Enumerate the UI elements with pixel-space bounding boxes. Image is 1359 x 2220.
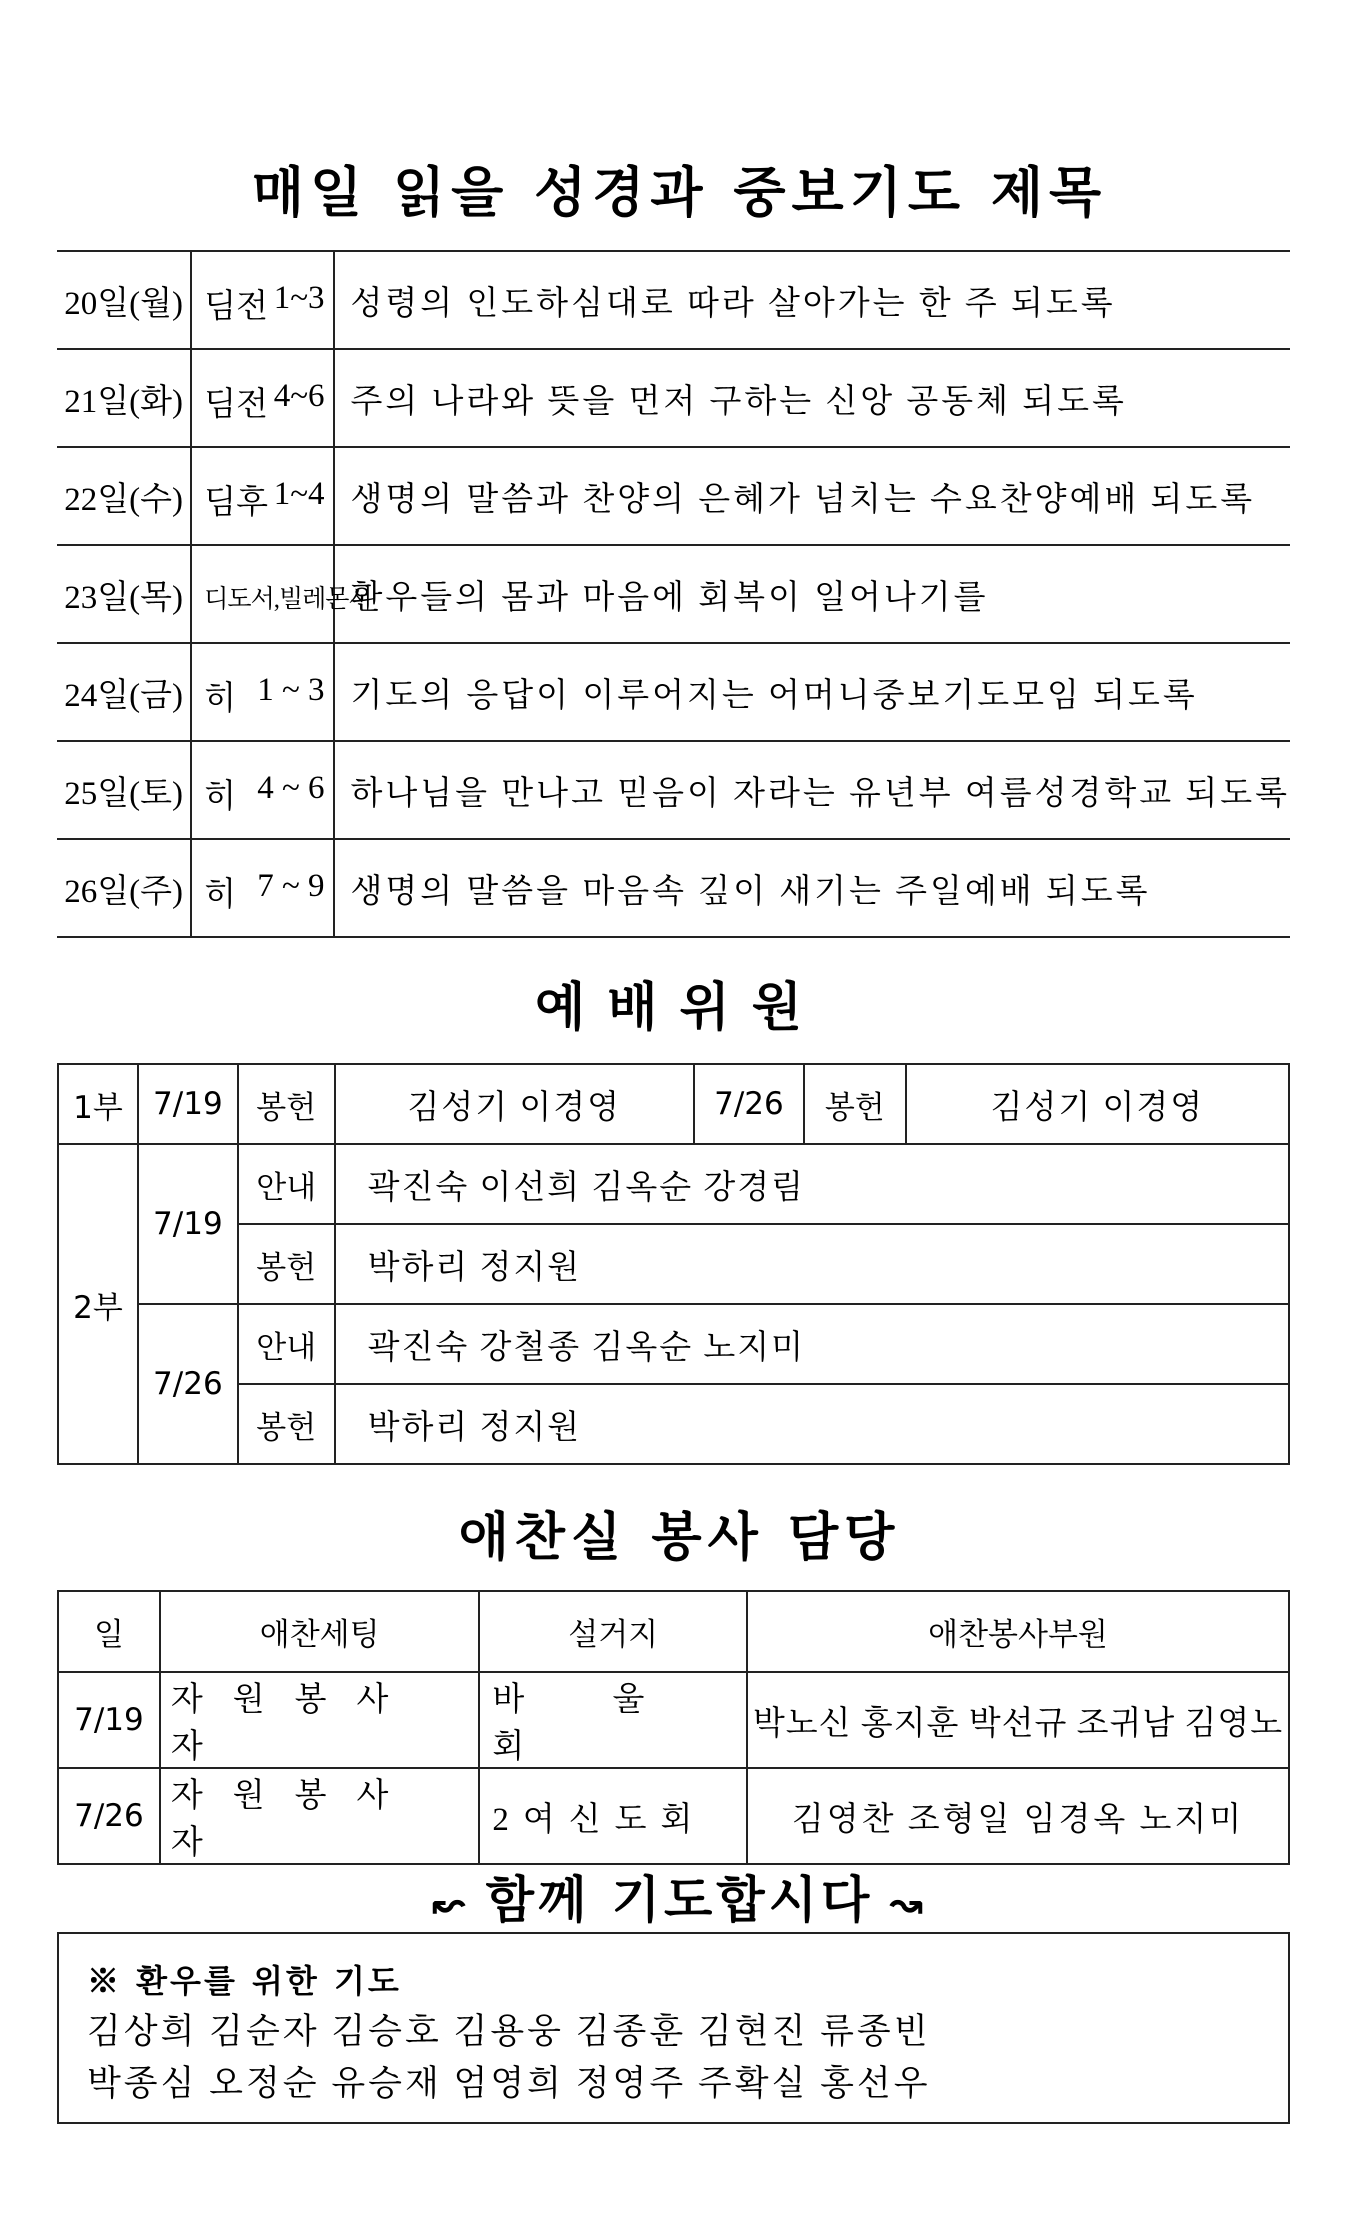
table-row [57,545,1290,643]
prayer-heading: ※ 환우를 위한 기도 [87,1962,402,2000]
choir-header-row [58,1591,1289,1672]
reading-chapters: 1 ~ 3 [257,672,325,708]
reading-passage [191,447,333,545]
reading-chapters: 4 ~ 6 [257,770,325,806]
reading-book: 딤전 [204,387,269,423]
header-members: 애찬봉사부원 [747,1591,1289,1672]
header-dishes: 설거지 [479,1591,747,1672]
choir-date: 7/26 [58,1768,160,1864]
header-date: 일 [58,1591,160,1672]
reading-passage [191,643,333,741]
service2-row [58,1384,1289,1464]
table-row [57,349,1290,447]
service2-date-2: 7/26 [138,1304,238,1464]
reading-passage [191,251,333,349]
worship-section-title: 예배위원 [535,978,824,1038]
reading-book: 히 [204,877,237,913]
choir-section-title: 애찬실 봉사 담당 [458,1508,901,1568]
prayer-topic: 성령의 인도하심대로 따라 살아가는 한 주 되도록 [334,251,1290,349]
reading-chapters: 1~3 [273,280,325,316]
choir-members: 박노신 홍지훈 박선규 조귀남 김영노 [747,1672,1289,1768]
prayer-topic: 기도의 응답이 이루어지는 어머니중보기도모임 되도록 [334,643,1290,741]
reading-date: 24일(금) [57,643,191,741]
worship-committee-table [57,1063,1290,1465]
reading-passage [191,349,333,447]
prayer-box [57,1932,1290,2124]
service1-date-a: 7/19 [138,1064,238,1144]
choir-service-table [57,1590,1290,1865]
table-row [57,741,1290,839]
header-setting: 애찬세팅 [160,1591,479,1672]
prayer-names-line-2: 박종심 오정순 유승재 엄영희 정영주 주확실 홍선우 [87,2064,931,2103]
service2-row [58,1304,1289,1384]
ornament-left-icon: ↜ [432,1880,470,1927]
prayer-topic: 주의 나라와 뜻을 먼저 구하는 신앙 공동체 되도록 [334,349,1290,447]
reading-date: 20일(월) [57,251,191,349]
reading-date: 22일(수) [57,447,191,545]
prayer-section-title [0,1860,1359,1932]
reading-section-title: 매일 읽을 성경과 중보기도 제목 [251,161,1108,224]
prayer-topic: 환우들의 몸과 마음에 회복이 일어나기를 [334,545,1290,643]
service1-row [58,1064,1289,1144]
service2-offering-label-2: 봉헌 [238,1384,335,1464]
prayer-title-text: 함께 기도합시다 [485,1871,874,1929]
service1-label: 1부 [58,1064,138,1144]
prayer-topic: 하나님을 만나고 믿음이 자라는 유년부 여름성경학교 되도록 [334,741,1290,839]
service2-offering-names-1: 박하리 정지원 [335,1224,1289,1304]
service2-offering-label-1: 봉헌 [238,1224,335,1304]
choir-dishes: 바 울 회 [479,1672,747,1768]
service2-guide-names-1: 곽진숙 이선희 김옥순 강경림 [335,1144,1289,1224]
prayer-topic: 생명의 말씀을 마음속 깊이 새기는 주일예배 되도록 [334,839,1290,937]
choir-members: 김영찬 조형일 임경옥 노지미 [747,1768,1289,1864]
service2-row [58,1224,1289,1304]
service2-row [58,1144,1289,1224]
reading-chapters: 7 ~ 9 [257,868,325,904]
prayer-names-line-1: 김상희 김순자 김승호 김용웅 김종훈 김현진 류종빈 [87,2012,931,2051]
reading-schedule-table [57,250,1290,938]
service2-date-1: 7/19 [138,1144,238,1304]
ornament-right-icon: ↝ [889,1880,927,1927]
table-row [57,643,1290,741]
service2-offering-names-2: 박하리 정지원 [335,1384,1289,1464]
service1-date-b: 7/26 [694,1064,804,1144]
service2-guide-label-2: 안내 [238,1304,335,1384]
reading-date: 21일(화) [57,349,191,447]
reading-book: 딤후 [204,485,269,521]
service2-guide-names-2: 곽진숙 강철종 김옥순 노지미 [335,1304,1289,1384]
service2-guide-label-1: 안내 [238,1144,335,1224]
table-row [57,251,1290,349]
table-row [57,447,1290,545]
reading-book: 히 [204,779,237,815]
reading-date: 23일(목) [57,545,191,643]
table-row [58,1672,1289,1768]
reading-passage [191,545,372,643]
reading-passage [191,839,333,937]
reading-chapters: 1~4 [273,476,325,512]
service1-names-b: 김성기 이경영 [906,1064,1289,1144]
service1-role-b: 봉헌 [804,1064,906,1144]
choir-dishes: 2여신도회 [479,1768,747,1864]
choir-date: 7/19 [58,1672,160,1768]
reading-book: 디도서,빌레몬서 [204,586,372,613]
service2-label: 2부 [58,1144,138,1464]
table-row [58,1768,1289,1864]
service1-role-a: 봉헌 [238,1064,335,1144]
reading-passage [191,741,333,839]
reading-date: 25일(토) [57,741,191,839]
reading-book: 딤전 [204,289,269,325]
table-row [57,839,1290,937]
reading-date: 26일(주) [57,839,191,937]
choir-setting: 자원봉사자 [160,1768,479,1864]
service1-names-a: 김성기 이경영 [335,1064,694,1144]
prayer-topic: 생명의 말씀과 찬양의 은혜가 넘치는 수요찬양예배 되도록 [334,447,1290,545]
reading-book: 히 [204,681,237,717]
choir-setting: 자원봉사자 [160,1672,479,1768]
reading-chapters: 4~6 [273,378,325,414]
